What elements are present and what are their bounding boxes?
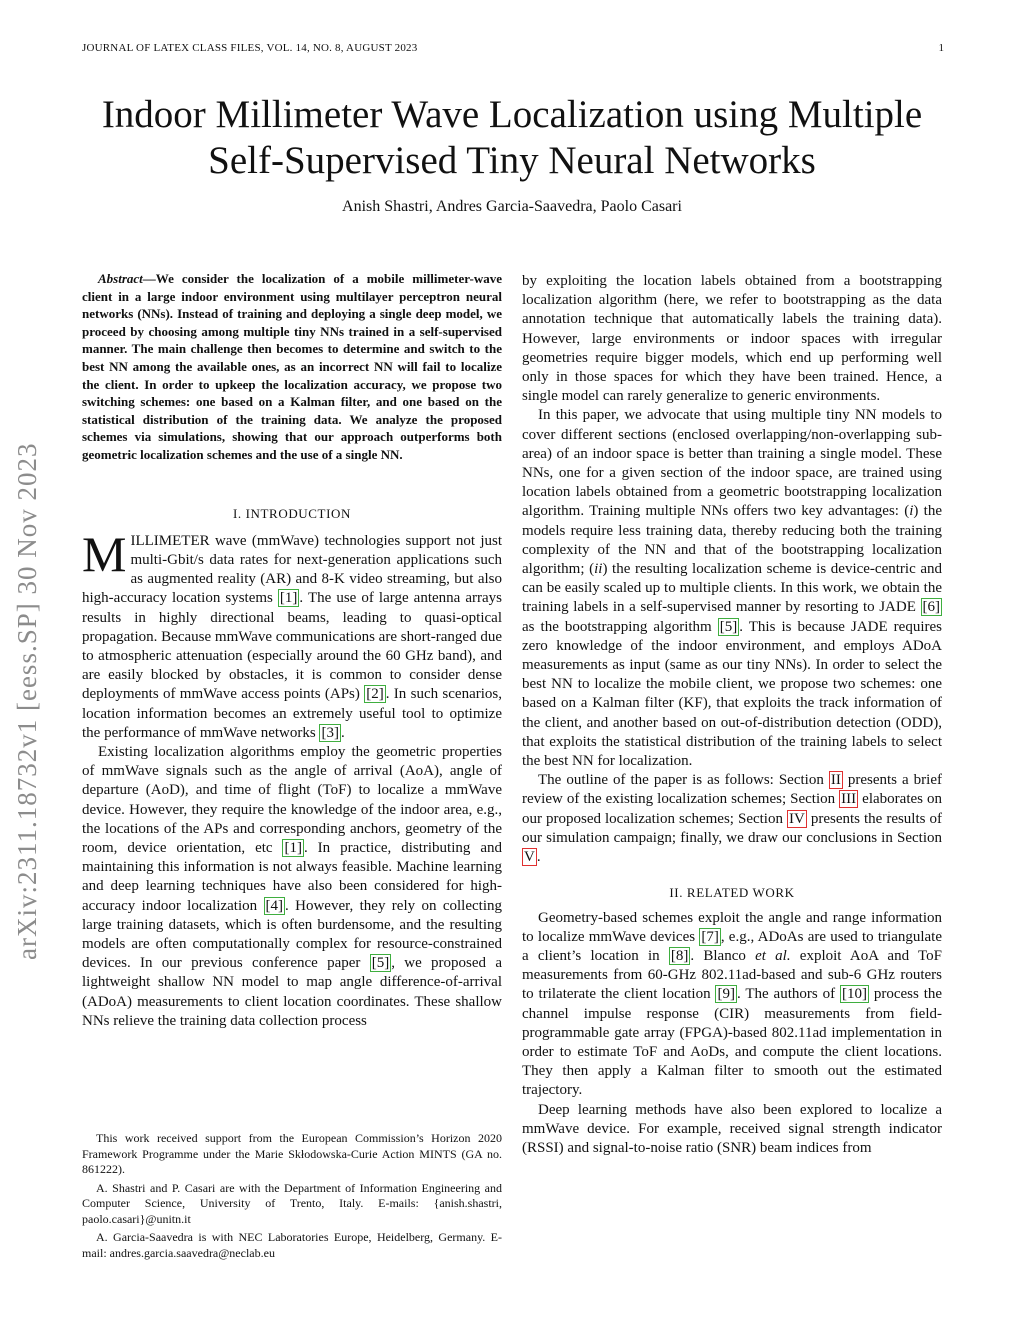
arxiv-side-stamp: arXiv:2311.18732v1 [eess.SP] 30 Nov 2023	[12, 442, 42, 960]
section-heading-related-work: II. RELATED WORK	[669, 885, 795, 901]
left-column	[82, 270, 502, 1031]
related-paragraph-2: Deep learning methods have also been explored to localize a mmWave device. For example, received signal strength indicator (RSSI) and signal-to-noise ratio (SNR) beam indices from	[522, 1101, 942, 1156]
page-number: 1	[938, 42, 944, 54]
citation-link[interactable]: [5]	[371, 955, 390, 972]
paper-title: Indoor Millimeter Wave Localization using Multiple Self-Supervised Tiny Neural Networks	[101, 93, 923, 182]
citation-link[interactable]: [1]	[279, 590, 298, 607]
abstract-label: Abstract	[98, 271, 143, 286]
section-heading-introduction: I. INTRODUCTION	[232, 505, 352, 521]
citation-link[interactable]: [2]	[366, 686, 384, 703]
citation-link[interactable]: [1]	[284, 839, 302, 856]
abstract-text: We consider the localization of a mobile millimeter-wave client in a large indoor environment using multilayer perceptron neural networks (NNs). Instead of training and deploying a single deep model, we proceed by choosing among multiple tiny NNs trained in a self-supervised manner. The main challenge then becomes to determine and switch to the best NN among the available ones, as an incorrect NN will fail to localize the client. In order to upkeep the localization accuracy, we propose two switching schemes: one based on a Kalman filter, and one based on the statistical distribution of the training data. We analyze the proposed schemes via simulations, showing that our approach outperforms both geometric localization schemes and the use of a single NN.	[82, 271, 502, 462]
citation-link[interactable]: [3]	[321, 724, 339, 741]
section-link[interactable]: III	[841, 791, 857, 808]
section-link[interactable]: IV	[788, 810, 805, 827]
section-link[interactable]: V	[524, 849, 535, 866]
citation-link[interactable]: [10]	[841, 986, 867, 1003]
footnote-affiliation-2: A. Garcia-Saavedra is with NEC Laboratories Europe, Heidelberg, Germany. E-mail: andres.garcia.saavedra@neclab.eu	[82, 1230, 502, 1260]
citation-link[interactable]: [7]	[701, 928, 719, 945]
running-head: JOURNAL OF LATEX CLASS FILES, VOL. 14, NO. 8, AUGUST 2023	[82, 42, 418, 54]
intro-paragraph-3: In this paper, we advocate that using multiple tiny NN models to cover different sections (enclosed overlapping/non-overlapping sub-area) of an indoor space is better than training a single model. These NNs, one for a given section of the indoor space, are trained using location labels obtained from a geometric bootstrapping localization algorithm. Training multiple NNs offers two key advantages: (i) the models require less training data, thereby reducing both the training complexity of the NN and that of the bootstrapping localization algorithm; (ii) the resulting localization scheme is device-centric and can be easily scaled up to multiple clients. In this work, we obtain the training labels in a self-supervised manner by resorting to JADE [6] as the bootstrapping algorithm [5] . This is because JADE requires zero knowledge of the indoor environment, and employs ADoA measurements as input (same as our tiny NNs). In order to select the best NN to localize the mobile client, we propose two schemes: one based on a Kalman filter (KF), that exploits the track information of the client, and another based on out-of-distribution detection (ODD), that exploits the statistical distribution of the training labels to select the best NN for localization.	[522, 407, 942, 770]
citation-link[interactable]: [5]	[719, 618, 738, 635]
intro-paragraph-2: Existing localization algorithms employ the geometric properties of mmWave signals such as the angle of arrival (AoA), angle of departure (AoD), and time of flight (ToF) to localize a mmWave device. However, they require the knowledge of the indoor area, e.g., the locations of the APs and corresponding anchors, geometry of the room, device orientation, etc [1] . In practice, distributing and maintaining this information is not always feasible. Machine learning and deep learning techniques have also been considered for high-accuracy indoor localization [4] . However, they rely on collecting large training datasets, which is often burdensome, and the resulting models are often computationally complex for resource-constrained devices. In our previous conference paper [5] , we proposed a lightweight shallow NN model to map angle difference-of-arrival (ADoA) measurements to client location coordinates. These shallow NNs relieve the training data collection process	[82, 743, 503, 1029]
citation-link[interactable]: [9]	[717, 986, 735, 1003]
citation-link[interactable]: [6]	[922, 599, 940, 616]
footnote-affiliation-1: A. Shastri and P. Casari are with the Department of Information Engineering and Computer Science, University of Trento, Italy. E-mails: {anish.shastri, paolo.casari}@unitn.it	[82, 1180, 502, 1226]
citation-link[interactable]: [8]	[670, 947, 689, 964]
drop-cap: M	[82, 525, 127, 582]
section-link[interactable]: II	[830, 772, 841, 789]
paper-authors: Anish Shastri, Andres Garcia-Saavedra, Paolo Casari	[342, 198, 682, 215]
abstract: Abstract—We consider the localization of a mobile millimeter-wave client in a large indoor environment using multilayer perceptron neural networks (NNs). Instead of training and deploying a single deep model, we proceed by choosing among multiple tiny NNs trained in a self-supervised manner. The main challenge then becomes to determine and switch to the best NN among the available ones, as an incorrect NN will fail to localize the client. In order to upkeep the localization accuracy, we propose two switching schemes: one based on a Kalman filter, and one based on the statistical distribution of the training data. We analyze the proposed schemes via simulations, showing that our approach outperforms both geometric localization schemes and the use of a single NN.	[82, 271, 502, 462]
right-column	[522, 272, 942, 1158]
intro-paragraph-4: The outline of the paper is as follows: Section II presents a brief review of the existing localization schemes; Section III elaborates on our proposed localization schemes; Section IV presents the results of our simulation campaign; finally, we draw our conclusions in Section V .	[522, 772, 942, 866]
intro-paragraph-1: MILLIMETER wave (mmWave) technologies support not just multi-Gbit/s data rates for next-generation applications such as augmented reality (AR) and 8-K video streaming, but also high-accuracy location systems [1] . The use of large antenna arrays results in highly directional beams, leading to quasi-optical propagation. Because mmWave communications are short-ranged due to atmospheric attenuation (especially around the 60 GHz band), and are easily blocked by obstacles, it is common to consider dense deployments of mmWave access points (APs) [2] . In such scenarios, location information becomes an extremely useful tool to optimize the performance of mmWave networks [3] .	[82, 525, 502, 741]
citation-link[interactable]: [4]	[265, 897, 284, 914]
footnotes	[82, 1131, 502, 1264]
related-paragraph-1: Geometry-based schemes exploit the angle and range information to localize mmWave devices [7] , e.g., ADoAs are used to triangulate a client’s location in [8] . Blanco et al. exploit AoA and ToF measurements from 60-GHz 802.11ad-based and sub-6 GHz routers to trilaterate the client location [9] . The authors of [10] process the channel impulse response (CIR) measurements from field-programmable gate array (FPGA)-based 802.11ad implementation in order to estimate ToF and AoDs, and compute the client locations. They then apply a Kalman filter to smooth out the estimated trajectory.	[522, 909, 943, 1099]
footnote-funding: This work received support from the European Commission’s Horizon 2020 Framework Programme under the Marie Skłodowska-Curie Action MINTS (GA no. 861222).	[82, 1131, 502, 1176]
intro-paragraph-2-continued: by exploiting the location labels obtained from a bootstrapping localization algorithm (here, we refer to bootstrapping as the data annotation technique that automatically labels the training data). However, large environments or indoor spaces with irregular geometries require bigger models, which end up performing well only in those spaces for which they have been trained. Hence, a single model can rarely generalize to generic environments.	[522, 273, 942, 405]
